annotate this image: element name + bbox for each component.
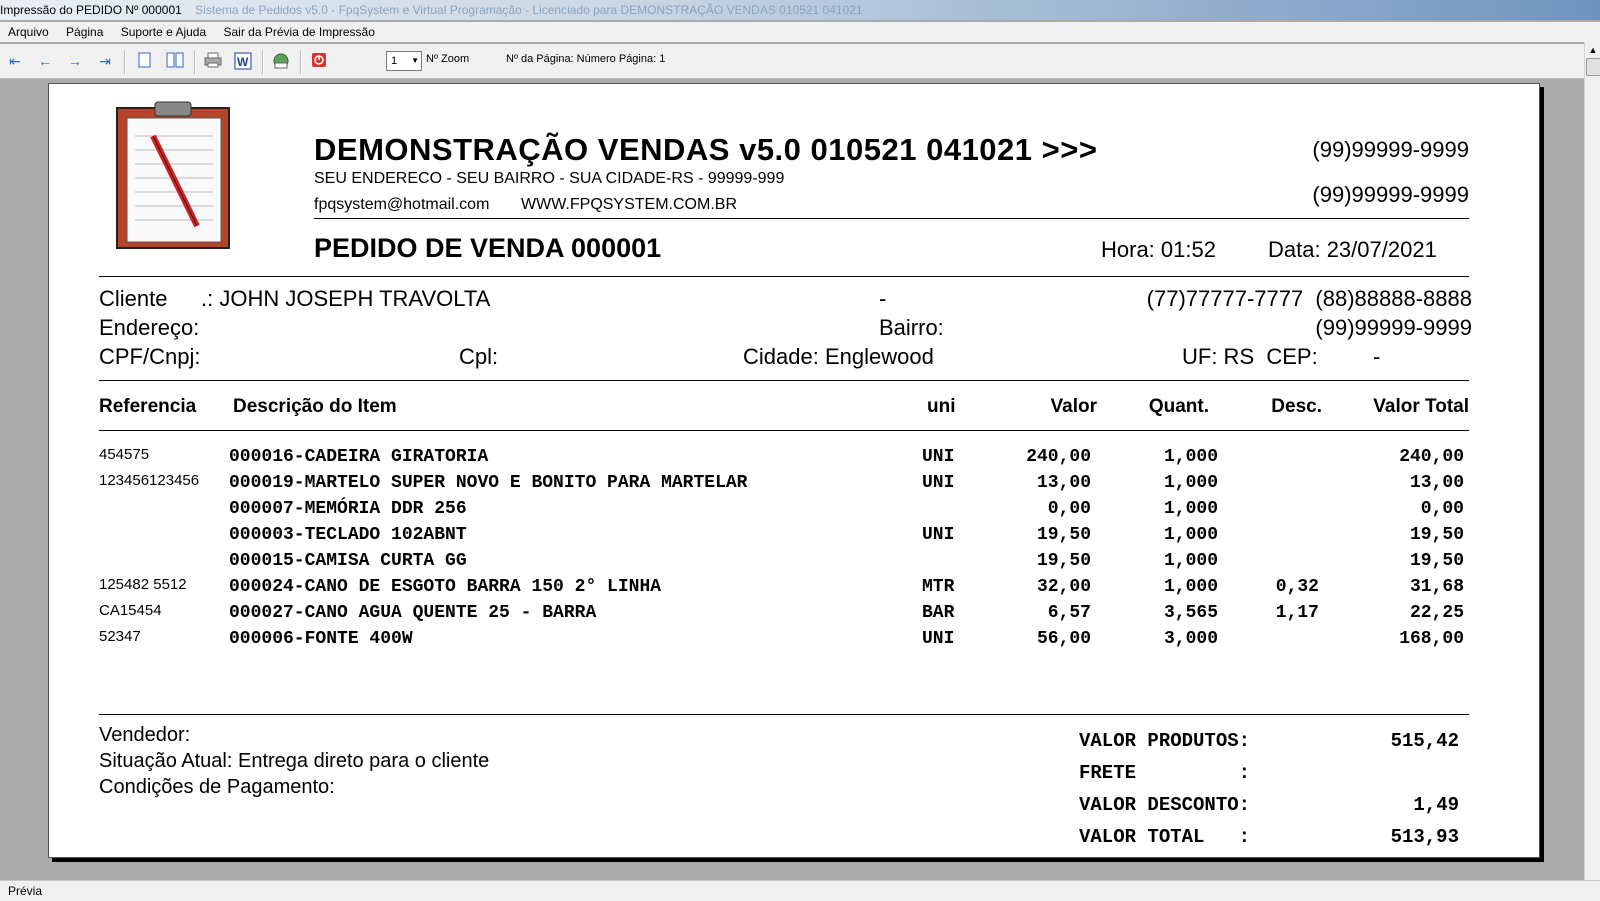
item-quantity: 1,000 <box>1163 473 1218 493</box>
total-value: 1,49 <box>1413 794 1459 816</box>
seller-label: Vendedor: <box>99 724 191 746</box>
order-title: PEDIDO DE VENDA 000001 <box>314 233 662 263</box>
client-uf-cep: UF: RS CEP: <box>1182 344 1318 369</box>
item-price: 13,00 <box>1036 473 1091 493</box>
last-page-icon[interactable]: ⇥ <box>99 53 111 69</box>
item-reference: 123456123456 <box>99 472 200 489</box>
divider <box>99 714 1469 715</box>
cpl-label: Cpl: <box>459 344 499 369</box>
zoom-select[interactable] <box>386 51 422 71</box>
item-reference: 454575 <box>99 446 150 463</box>
item-description: 000024-CANO DE ESGOTO BARRA 150 2° LINHA <box>229 577 662 597</box>
order-status: Situação Atual: Entrega direto para o cliente <box>99 750 490 772</box>
first-page-icon[interactable]: ⇤ <box>9 53 21 69</box>
divider <box>99 380 1469 381</box>
total-value: 515,42 <box>1390 730 1459 752</box>
total-value: 513,93 <box>1390 826 1459 848</box>
company-website: WWW.FPQSYSTEM.COM.BR <box>521 196 737 213</box>
item-description: 000019-MARTELO SUPER NOVO E BONITO PARA MARTELAR <box>229 473 748 493</box>
toolbar-separator <box>194 50 196 74</box>
zoom-value: 1 <box>391 55 398 67</box>
client-name: .: JOHN JOSEPH TRAVOLTA <box>201 286 491 311</box>
scroll-up-icon[interactable]: ▲ <box>1588 45 1598 55</box>
header-divider <box>314 218 1469 219</box>
total-label: FRETE : <box>1079 762 1251 784</box>
item-quantity: 1,000 <box>1163 551 1218 571</box>
divider <box>99 276 1469 277</box>
item-total: 19,50 <box>1409 525 1464 545</box>
client-phones: (77)77777-7777 (88)88888-8888 <box>1146 286 1472 311</box>
window-title: Impressão do PEDIDO Nº 000001 <box>0 3 182 17</box>
col-header-unit: uni <box>927 396 956 417</box>
svg-text:W: W <box>237 55 249 69</box>
next-page-icon[interactable]: → <box>68 53 82 69</box>
item-total: 22,25 <box>1409 603 1464 623</box>
item-description: 000007-MEMÓRIA DDR 256 <box>229 499 467 519</box>
menu-arquivo[interactable]: Arquivo <box>8 25 49 39</box>
total-label: VALOR TOTAL : <box>1079 826 1251 848</box>
cpf-label: CPF/Cnpj: <box>99 344 201 369</box>
item-quantity: 1,000 <box>1163 447 1218 467</box>
item-quantity: 3,565 <box>1163 603 1218 623</box>
item-total: 0,00 <box>1420 499 1464 519</box>
item-price: 32,00 <box>1036 577 1091 597</box>
two-pages-icon[interactable] <box>166 52 184 70</box>
item-description: 000015-CAMISA CURTA GG <box>229 551 467 571</box>
company-address: SEU ENDERECO - SEU BAIRRO - SUA CIDADE-RS - 99999-999 <box>314 170 785 187</box>
item-unit: UNI <box>922 473 955 493</box>
client-label: Cliente <box>99 286 168 311</box>
print-preview-page <box>48 83 1540 858</box>
item-reference: 52347 <box>99 628 141 645</box>
toolbar-separator <box>300 50 302 74</box>
window-subtitle: Sistema de Pedidos v5.0 - FpqSystem e Virtual Programação - Licenciado para DEMONSTRAÇÃO VENDAS 010521 041021 <box>195 3 863 17</box>
status-text: Prévia <box>8 884 43 898</box>
item-description: 000003-TECLADO 102ABNT <box>229 525 467 545</box>
company-name: DEMONSTRAÇÃO VENDAS v5.0 010521 041021 >>> <box>314 132 1098 167</box>
word-export-icon[interactable] <box>234 52 252 70</box>
menu-sair-previa[interactable]: Sair da Prévia de Impressão <box>223 25 375 39</box>
toolbar-separator <box>124 50 126 74</box>
address-label: Endereço: <box>99 315 200 340</box>
item-discount: 1,17 <box>1275 603 1319 623</box>
item-unit: MTR <box>922 577 955 597</box>
col-header-total: Valor Total <box>1373 396 1469 417</box>
neighborhood-label: Bairro: <box>879 315 944 340</box>
item-total: 13,00 <box>1409 473 1464 493</box>
close-preview-icon[interactable] <box>310 52 328 70</box>
toolbar-separator <box>262 50 264 74</box>
client-phone-3: (99)99999-9999 <box>1315 315 1472 340</box>
item-price: 19,50 <box>1036 551 1091 571</box>
col-header-price: Valor <box>1050 396 1097 417</box>
clipboard-logo <box>115 100 231 250</box>
col-header-quantity: Quant. <box>1148 396 1209 417</box>
item-unit: UNI <box>922 447 955 467</box>
item-reference: CA15454 <box>99 602 162 619</box>
menu-bar <box>0 22 1600 42</box>
toolbar <box>0 44 1584 79</box>
page-number-label: Nº da Página: Número Página: 1 <box>506 53 666 65</box>
item-description: 000027-CANO AGUA QUENTE 25 - BARRA <box>229 603 597 623</box>
item-unit: UNI <box>922 525 955 545</box>
menu-suporte[interactable]: Suporte e Ajuda <box>120 25 207 39</box>
item-unit: BAR <box>922 603 955 623</box>
client-dash: - <box>879 286 887 311</box>
item-quantity: 1,000 <box>1163 577 1218 597</box>
item-discount: 0,32 <box>1275 577 1319 597</box>
col-header-reference: Referencia <box>99 396 197 417</box>
item-total: 168,00 <box>1399 629 1464 649</box>
window-titlebar <box>0 0 1600 20</box>
chevron-down-icon: ▼ <box>411 56 419 65</box>
printer-icon[interactable] <box>204 52 222 70</box>
payment-conditions-label: Condições de Pagamento: <box>99 776 335 798</box>
item-total: 31,68 <box>1409 577 1464 597</box>
company-phone-2: (99)99999-9999 <box>1312 182 1469 207</box>
order-time: Hora: 01:52 <box>1101 237 1216 262</box>
divider <box>99 430 1469 431</box>
zoom-label: Nº Zoom <box>426 53 470 65</box>
status-bar <box>0 880 1600 901</box>
order-date: Data: 23/07/2021 <box>1268 237 1437 262</box>
scroll-thumb[interactable] <box>1586 58 1600 76</box>
total-label: VALOR DESCONTO: <box>1079 794 1251 816</box>
col-header-description: Descrição do Item <box>233 396 397 417</box>
client-cep-value: - <box>1373 344 1381 369</box>
company-email: fpqsystem@hotmail.com <box>314 196 490 213</box>
vertical-scrollbar[interactable] <box>1584 42 1600 880</box>
item-description: 000006-FONTE 400W <box>229 629 413 649</box>
item-quantity: 1,000 <box>1163 499 1218 519</box>
item-price: 56,00 <box>1036 629 1091 649</box>
company-phone-1: (99)99999-9999 <box>1312 137 1469 162</box>
item-unit: UNI <box>922 629 955 649</box>
item-price: 0,00 <box>1047 499 1091 519</box>
item-description: 000016-CADEIRA GIRATORIA <box>229 447 489 467</box>
client-city: Cidade: Englewood <box>743 344 934 369</box>
previous-page-icon[interactable]: ← <box>38 53 52 69</box>
item-price: 6,57 <box>1047 603 1091 623</box>
item-total: 240,00 <box>1399 447 1464 467</box>
item-reference: 125482 5512 <box>99 576 187 593</box>
item-price: 19,50 <box>1036 525 1091 545</box>
item-price: 240,00 <box>1026 447 1091 467</box>
item-quantity: 1,000 <box>1163 525 1218 545</box>
single-page-icon[interactable] <box>136 52 154 70</box>
menu-pagina[interactable]: Página <box>66 25 104 39</box>
total-label: VALOR PRODUTOS: <box>1079 730 1251 752</box>
web-export-icon[interactable] <box>272 52 290 70</box>
item-total: 19,50 <box>1409 551 1464 571</box>
col-header-discount: Desc. <box>1271 396 1322 417</box>
item-quantity: 3,000 <box>1163 629 1218 649</box>
